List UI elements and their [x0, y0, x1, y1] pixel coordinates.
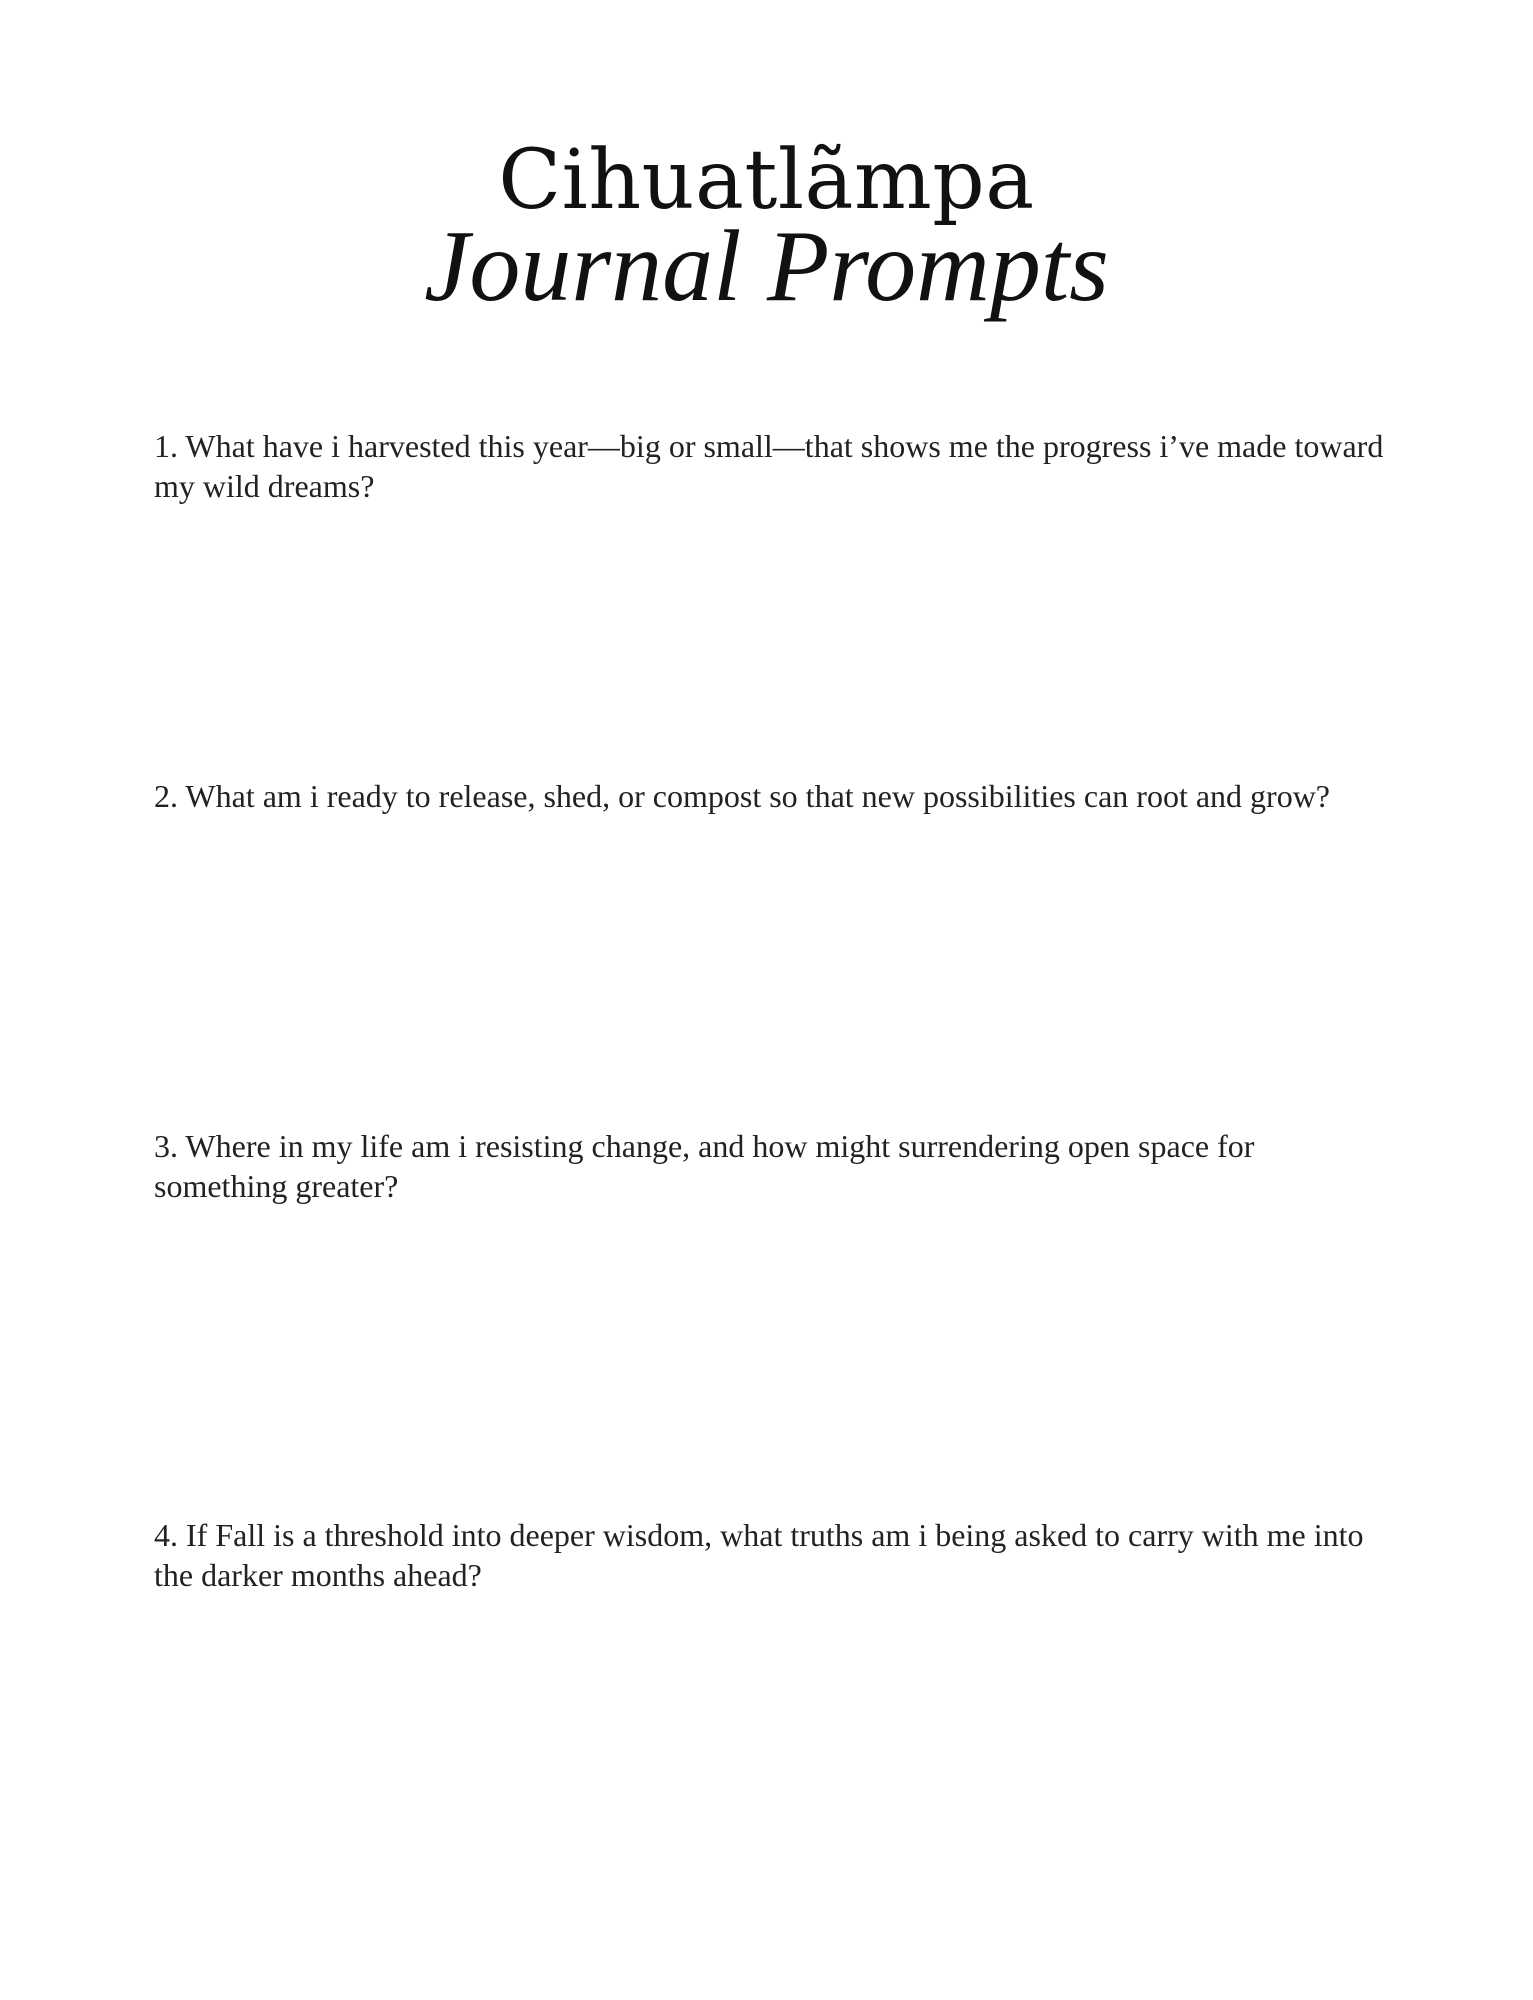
journal-prompt-4: 4. If Fall is a threshold into deeper wisdom, what truths am i being asked to carry with me into the darker months ahead?	[154, 1517, 1364, 1593]
journal-prompt-1: 1. What have i harvested this year—big or small—that shows me the progress i’ve made toward my wild dreams?	[154, 428, 1384, 504]
page-header	[0, 133, 1533, 323]
journal-prompt-3: 3. Where in my life am i resisting change, and how might surrendering open space for something greater?	[154, 1128, 1255, 1204]
page-subtitle: Journal Prompts	[424, 210, 1109, 323]
page-title: Cihuatlãmpa	[498, 133, 1035, 228]
journal-prompt-2: 2. What am i ready to release, shed, or compost so that new possibilities can root and grow?	[154, 778, 1330, 814]
